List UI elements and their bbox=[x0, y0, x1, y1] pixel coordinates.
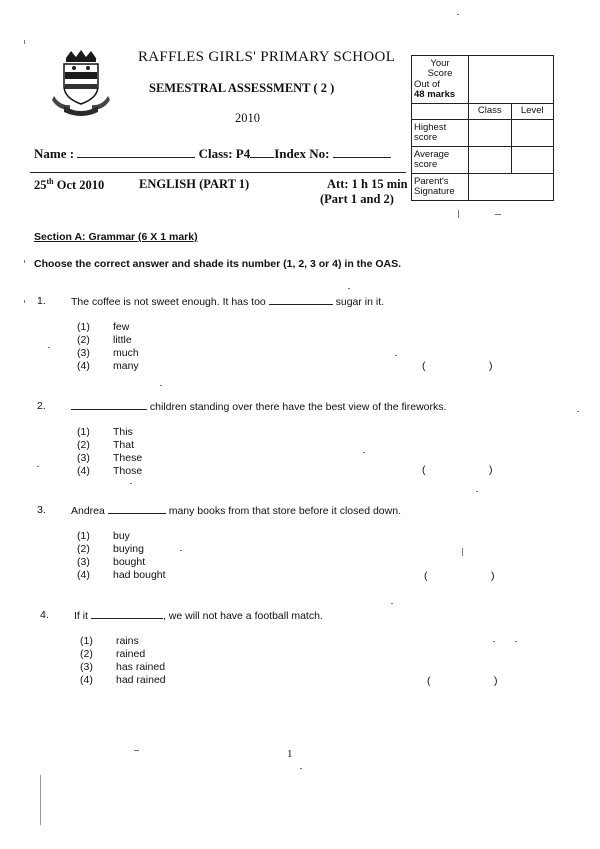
answer-bracket-open: ( bbox=[422, 360, 426, 372]
option-1[interactable]: (1) few bbox=[77, 321, 130, 333]
answer-bracket-close: ) bbox=[491, 570, 495, 582]
option-3[interactable]: (3) much bbox=[77, 347, 139, 359]
your-score-cell[interactable] bbox=[469, 56, 554, 104]
option-4[interactable]: (4) had rained bbox=[80, 674, 166, 686]
question-text: If it , we will not have a football match. bbox=[74, 610, 323, 622]
option-2[interactable]: (2) buying bbox=[77, 543, 144, 555]
assessment-title: SEMESTRAL ASSESSMENT ( 2 ) bbox=[149, 81, 335, 95]
answer-bracket-open: ( bbox=[422, 464, 426, 476]
average-score-label: Average score bbox=[412, 147, 469, 174]
header-divider bbox=[30, 172, 406, 173]
class-column-header: Class bbox=[469, 104, 512, 120]
exam-duration: Att: 1 h 15 min bbox=[327, 177, 408, 191]
parent-signature-label: Parent's Signature bbox=[412, 174, 469, 201]
page-number: 1 bbox=[287, 748, 293, 760]
answer-bracket-close: ) bbox=[489, 464, 493, 476]
student-details-line bbox=[34, 146, 391, 162]
question-text: children standing over there have the best view of the fireworks. bbox=[71, 400, 446, 413]
option-4[interactable]: (4) had bought bbox=[77, 569, 166, 581]
name-label: Name : bbox=[34, 146, 75, 161]
average-level-cell bbox=[511, 147, 554, 174]
option-1[interactable]: (1) rains bbox=[80, 635, 139, 647]
answer-blank bbox=[91, 609, 163, 619]
question-text: The coffee is not sweet enough. It has too sugar in it. bbox=[71, 296, 385, 308]
your-score-label: Your Score Out of 48 marks bbox=[412, 56, 469, 104]
option-3[interactable]: (3) bought bbox=[77, 556, 146, 568]
average-class-cell bbox=[469, 147, 512, 174]
option-3[interactable]: (3) has rained bbox=[80, 661, 166, 673]
question-number: 4. bbox=[40, 609, 49, 621]
exam-parts: (Part 1 and 2) bbox=[320, 192, 394, 206]
options-list bbox=[77, 426, 142, 478]
class-field[interactable] bbox=[250, 146, 274, 158]
section-instruction: Choose the correct answer and shade its number (1, 2, 3 or 4) in the OAS. bbox=[34, 258, 402, 270]
index-field[interactable] bbox=[333, 146, 391, 158]
exam-date: 25th Oct 2010 bbox=[34, 177, 105, 193]
school-crest-logo bbox=[50, 48, 112, 118]
question-text: Andrea many books from that store before it closed down. bbox=[71, 505, 401, 517]
answer-bracket-close: ) bbox=[489, 360, 493, 372]
answer-blank bbox=[71, 400, 147, 410]
options-list bbox=[77, 530, 166, 582]
highest-score-label: Highest score bbox=[412, 120, 469, 147]
question-number: 3. bbox=[37, 504, 46, 516]
option-1[interactable]: (1) buy bbox=[77, 530, 130, 542]
option-1[interactable]: (1) This bbox=[77, 426, 133, 438]
section-title: Section A: Grammar (6 X 1 mark) bbox=[34, 231, 198, 243]
option-3[interactable]: (3) These bbox=[77, 452, 143, 464]
option-2[interactable]: (2) That bbox=[77, 439, 135, 451]
exam-subject: ENGLISH (PART 1) bbox=[139, 177, 250, 191]
index-label: Index No: bbox=[274, 146, 330, 161]
question-number: 1. bbox=[37, 295, 46, 307]
highest-class-cell bbox=[469, 120, 512, 147]
score-table bbox=[411, 55, 554, 201]
answer-bracket-close: ) bbox=[494, 675, 498, 687]
option-4[interactable]: (4) Those bbox=[77, 465, 143, 477]
name-field[interactable] bbox=[77, 146, 195, 158]
answer-bracket-open: ( bbox=[424, 570, 428, 582]
level-column-header: Level bbox=[511, 104, 554, 120]
school-name: RAFFLES GIRLS' PRIMARY SCHOOL bbox=[138, 49, 396, 65]
class-label: Class: P4 bbox=[198, 146, 251, 161]
parent-signature-cell[interactable] bbox=[469, 174, 554, 201]
answer-blank bbox=[108, 504, 166, 514]
question-number: 2. bbox=[37, 400, 46, 412]
answer-blank bbox=[269, 295, 333, 305]
options-list bbox=[77, 321, 139, 373]
answer-bracket-open: ( bbox=[427, 675, 431, 687]
highest-level-cell bbox=[511, 120, 554, 147]
assessment-year: 2010 bbox=[235, 111, 260, 125]
options-list bbox=[80, 635, 166, 687]
option-4[interactable]: (4) many bbox=[77, 360, 139, 372]
option-2[interactable]: (2) little bbox=[77, 334, 132, 346]
option-2[interactable]: (2) rained bbox=[80, 648, 146, 660]
